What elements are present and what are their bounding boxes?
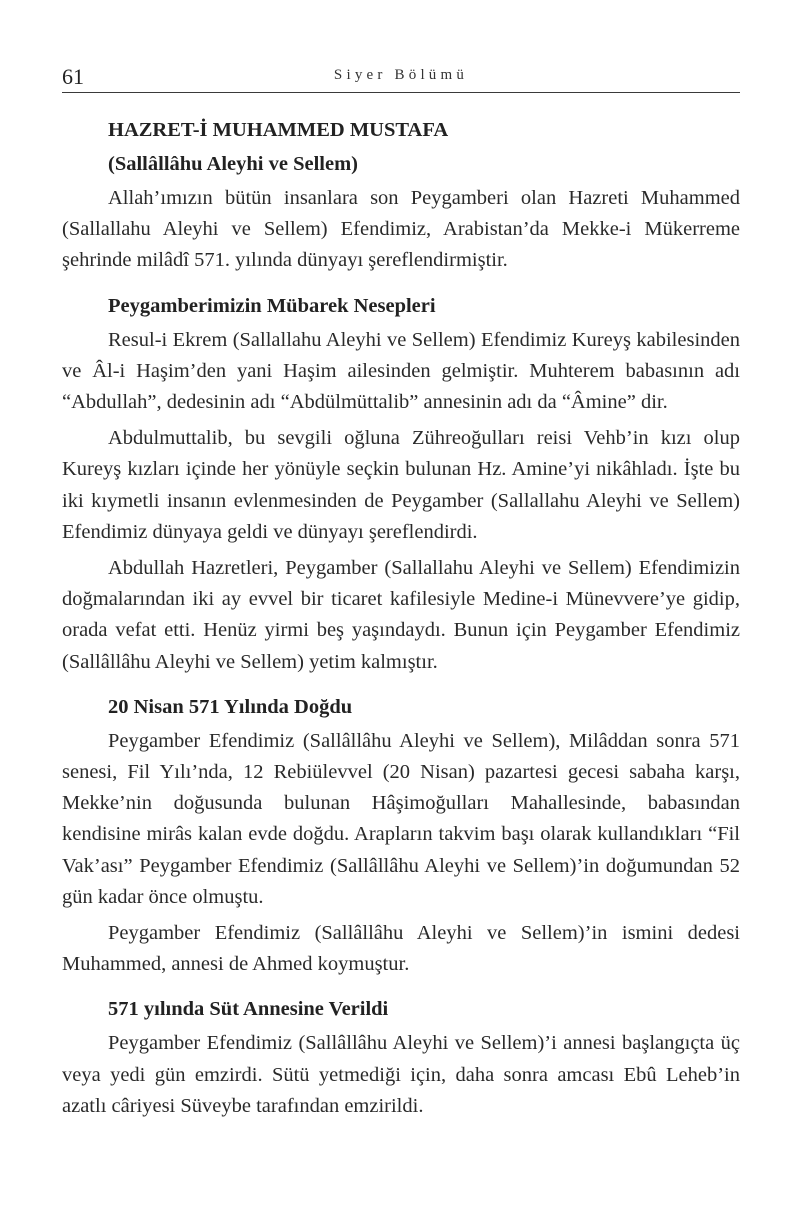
- chapter-subtitle: (Sallâllâhu Aleyhi ve Sellem): [108, 153, 358, 175]
- section-heading: Peygamberimizin Mübarek Nesepleri: [108, 294, 436, 317]
- page-content: [62, 115, 740, 1122]
- section-heading: 571 yılında Süt Annesine Verildi: [108, 998, 389, 1021]
- paragraph: Peygamber Efendimiz (Sallâllâhu Aleyhi ve Sellem)’in ismini dedesi Muhammed, annesi de Ahmed koymuştur.: [62, 922, 740, 976]
- section-wet-nurse: [62, 994, 740, 1122]
- paragraph: Resul-i Ekrem (Sallallahu Aleyhi ve Sellem) Efendimiz Kureyş kabilesinden ve Âl-i Haşim’den yani Haşim ailesinden gelmiştir. Muhterem babasının adı “Abdullah”, dedesinin adı “Abdülmüttalib” annesinin adı da “Âmine” dir.: [62, 328, 740, 414]
- chapter-title: HAZRET-İ MUHAMMED MUSTAFA: [108, 119, 449, 141]
- running-head: Siyer Bölümü: [333, 67, 469, 83]
- paragraph: Abdullah Hazretleri, Peygamber (Sallallahu Aleyhi ve Sellem) Efendimizin doğmalarından iki ay evvel bir ticaret kafilesiyle Medine-i Münevvere’ye gidip, orada vefat etti. Henüz yirmi beş yaşındaydı. Bunun için Peygamber Efendimiz (Sallâllâhu Aleyhi ve Sellem) yetim kalmıştır.: [62, 557, 740, 673]
- section-birth: [62, 692, 740, 981]
- book-page: [62, 62, 740, 1127]
- page-header: [62, 62, 740, 93]
- paragraph: Abdulmuttalib, bu sevgili oğluna Zühreoğulları reisi Vehb’in kızı olup Kureyş kızları içinde her yönüyle seçkin bulunan Hz. Amine’yi nikâhladı. İşte bu iki kıymetli insanın evlenmesinden de Peygamber (Sallallahu Aleyhi ve Sellem) Efendimiz dünyaya geldi ve dünyayı şereflendirdi.: [62, 427, 740, 543]
- intro-paragraph: Allah’ımızın bütün insanlara son Peygamberi olan Hazreti Muhammed (Sallallahu Aleyhi ve Sellem) Efendimiz, Arabistan’da Mekke-i Mükerreme şehrinde milâdî 571. yılında dünyayı şereflendirmiştir.: [62, 187, 740, 272]
- section-nesep: [62, 291, 740, 678]
- section-heading: 20 Nisan 571 Yılında Doğdu: [108, 695, 353, 718]
- paragraph: Peygamber Efendimiz (Sallâllâhu Aleyhi ve Sellem)’i annesi başlangıçta üç veya yedi gün emzirdi. Sütü yetmediği için, daha sonra amcası Ebû Leheb’in azatlı câriyesi Süveybe tarafından emzirildi.: [62, 1032, 740, 1117]
- page-number: 61: [62, 64, 84, 89]
- paragraph: Peygamber Efendimiz (Sallâllâhu Aleyhi ve Sellem), Milâddan sonra 571 senesi, Fil Yılı’nda, 12 Rebiülevvel (20 Nisan) pazartesi gecesi sabaha karşı, Mekke’nin doğusunda bulunan Hâşimoğulları Mahallesinde, babasından kendisine mirâs kalan evde doğdu. Arapların takvim başı olarak kullandıkları “Fil Vak’ası” Peygamber Efendimiz (Sallâllâhu Aleyhi ve Sellem)’in doğumundan 52 gün kadar önce olmuştu.: [62, 729, 740, 908]
